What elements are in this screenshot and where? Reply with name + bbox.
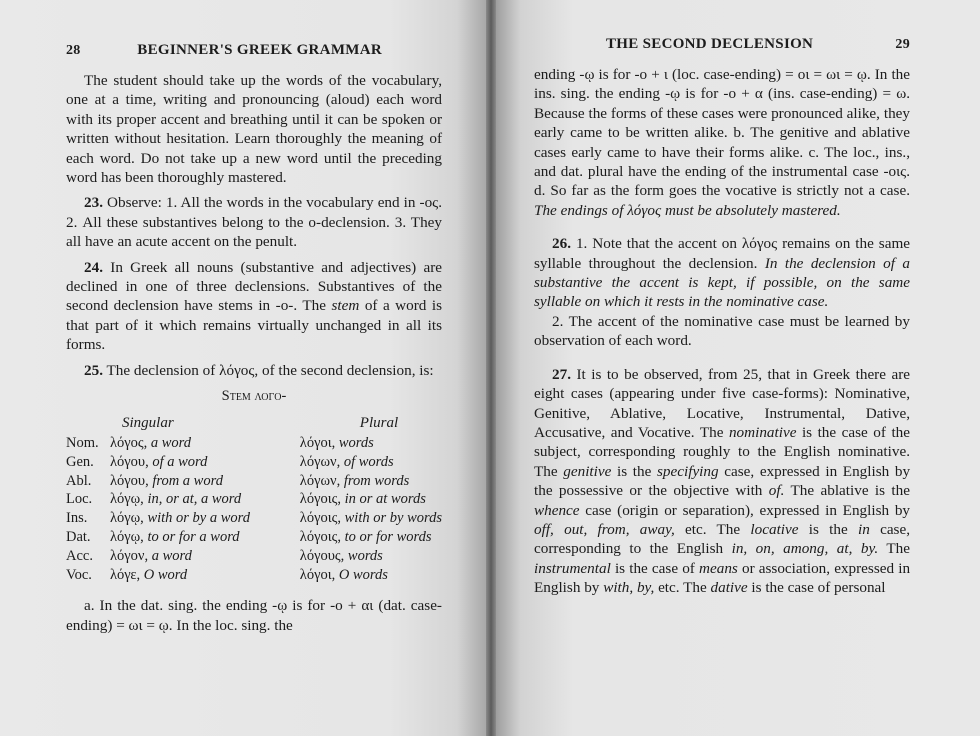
section-25-text: The declension of λόγος, of the second declension, is: [106, 361, 434, 379]
note-a: a. In the dat. sing. the ending -ῳ is for -ο + αι (dat. case-ending) = ωι = ῳ. In the loc. sing. the [66, 597, 442, 634]
declension-row [66, 566, 442, 585]
section-24-text-a: In Greek all nouns (substantive and adjectives) are declined in one of three declensions. Substantives of the second declension have stems in -o-. The [66, 258, 443, 315]
term-means: means [699, 559, 738, 577]
plural-form-gloss: words [338, 435, 374, 452]
term-instrumental: instrumental [534, 559, 611, 577]
singular-form: λόγον, [109, 547, 149, 564]
singular-form-cell [110, 566, 300, 585]
singular-form-cell [110, 509, 300, 528]
singular-form: λόγῳ, [109, 529, 144, 546]
left-page-number: 28 [66, 43, 81, 58]
singular-form-cell [110, 528, 300, 547]
plural-form: λόγοις, [299, 491, 342, 508]
term-in-on-among: in, on, among, at, by. [731, 540, 879, 558]
plural-form: λόγοις, [299, 510, 342, 527]
section-24 [66, 258, 442, 355]
term-with-by: with, by, [603, 579, 655, 597]
section-27-text: etc. The [685, 520, 741, 538]
singular-form-cell [110, 547, 300, 566]
plural-form-gloss: with or by words [344, 510, 442, 527]
term-of: of. [768, 482, 785, 500]
section-27 [534, 365, 910, 598]
singular-form: λόγου, [109, 472, 149, 489]
singular-form: λόγῳ, [109, 510, 144, 527]
right-running-head [534, 36, 910, 53]
plural-form-cell [300, 490, 442, 509]
plural-header: Plural [359, 415, 399, 432]
term-specifying: specifying [657, 462, 719, 480]
plural-form-gloss: from words [343, 472, 410, 489]
section-24-number: 24. [84, 258, 103, 276]
left-page [0, 0, 486, 736]
declension-table [66, 411, 442, 584]
plural-form-gloss: to or for words [344, 529, 432, 546]
section-27-text: The ablative is the [790, 482, 910, 500]
section-26 [534, 234, 910, 312]
plural-form-cell [300, 434, 442, 453]
case-label: Nom. [66, 435, 99, 452]
plural-form: λόγων, [299, 472, 341, 489]
term-off-out-from-away: off, out, from, away, [534, 520, 675, 538]
declension-rows [66, 434, 442, 584]
term-dative: dative [710, 579, 748, 597]
plural-form: λόγων, [299, 453, 341, 470]
section-23-text: Observe: 1. All the words in the vocabulary end in -ος. 2. All these substantives belong to the o-declension. 3. They all have an acute accent on the penult. [66, 194, 442, 251]
plural-form-gloss: of words [343, 453, 394, 470]
plural-form-cell [300, 528, 442, 547]
plural-form: λόγοι, [299, 566, 336, 583]
case-label-cell [66, 509, 110, 528]
section-27-number: 27. [552, 365, 571, 383]
left-running-title: BEGINNER'S GREEK GRAMMAR [137, 42, 382, 58]
case-label: Gen. [66, 453, 94, 470]
left-running-head [66, 42, 442, 59]
section-25 [66, 361, 442, 380]
section-27-text: The [886, 540, 910, 558]
stem-label: Stem λογο- [221, 388, 287, 405]
section-26-text: 1. Note that the accent on λόγος remains on the same syllable throughout the declension. [534, 235, 911, 272]
singular-form-gloss: with or by a word [147, 510, 251, 527]
declension-row [66, 472, 442, 491]
plural-form-gloss: O words [338, 566, 388, 583]
section-27-text: It is to be observed, from 25, that in Greek there are eight cases (appearing under five case-forms): Nominative, Genitive, Ablative, Locative, Instrumental, Dative, Accusative, and Vocative. The [534, 365, 911, 441]
plural-form-gloss: in or at words [344, 491, 426, 508]
case-label-cell [66, 472, 110, 491]
case-label: Dat. [66, 529, 91, 546]
plural-form-cell [300, 472, 442, 491]
singular-form: λόγῳ, [109, 491, 144, 508]
case-label-cell [66, 434, 110, 453]
section-27-text: case, expressed in English by the possessive or the objective with [534, 462, 911, 500]
singular-form-gloss: from a word [152, 472, 223, 489]
plural-form-gloss: words [347, 547, 383, 564]
term-whence: whence [534, 501, 580, 519]
right-page [496, 0, 980, 736]
case-label: Voc. [66, 566, 92, 583]
singular-form-cell [110, 434, 300, 453]
declension-row [66, 528, 442, 547]
singular-form: λόγος, [109, 435, 148, 452]
term-nominative: nominative [728, 423, 797, 441]
singular-form-gloss: a word [151, 547, 192, 564]
case-label-cell [66, 566, 110, 585]
note-continuation [534, 65, 910, 220]
case-label: Loc. [66, 491, 93, 508]
section-24-stem-term: stem [331, 297, 360, 315]
case-label-cell [66, 453, 110, 472]
plural-form: λόγοις, [299, 529, 342, 546]
term-locative: locative [750, 520, 799, 538]
singular-form: λόγου, [109, 453, 149, 470]
case-label: Ins. [66, 510, 88, 527]
intro-paragraph: The student should take up the words of the vocabulary, one at a time, writing and pronouncing (aloud) each word with its proper accent and breathing until it can be spoken or written without hesitation. Learn thoroughly the meaning of each word. Do not take up a new word until the preceding word has been thoroughly mastered. [66, 72, 442, 187]
plural-form: λόγοι, [299, 435, 336, 452]
singular-form-gloss: a word [150, 435, 192, 452]
term-in: in [857, 520, 870, 538]
declension-row [66, 509, 442, 528]
declension-row [66, 434, 442, 453]
section-27-text: etc. The [658, 579, 707, 597]
book-gutter [486, 0, 496, 736]
section-23 [66, 193, 442, 251]
case-label-cell [66, 490, 110, 509]
case-label-cell [66, 547, 110, 566]
singular-form-gloss: of a word [152, 453, 208, 470]
section-27-text: or association, expressed in English by [534, 559, 911, 597]
section-27-text: case (origin or separation), expressed in English by [585, 501, 911, 519]
singular-form-gloss: O word [143, 566, 188, 583]
plural-form-cell [300, 453, 442, 472]
note-continuation-text: ending -ῳ is for -ο + ι (loc. case-ending) = οι = ωι = ῳ. In the ins. sing. the ending -ῳ is for -ο + α (ins. case-ending) = ω. Because the forms of these cases were pronounced alike, they early came to be written alike. b. The genitive and ablative cases early came to have their forms alike. c. The loc., ins., and dat. plural have the ending of the instrumental case -οις. d. So far as the form goes the vocative is strictly not a case. [534, 66, 910, 200]
case-label-cell [66, 528, 110, 547]
section-27-text: is the case of the subject, corresponding roughly to the English nominative. The [534, 423, 911, 480]
section-27-text: is the case of personal [751, 579, 886, 597]
singular-form-gloss: in, or at, a word [147, 491, 242, 508]
singular-form-cell [110, 490, 300, 509]
section-27-text: case, corresponding to the English [534, 520, 911, 558]
section-27-text: is the case of [614, 559, 695, 577]
section-25-number: 25. [84, 361, 103, 379]
section-26-emphasis: In the declension of a substantive the accent is kept, if possible, on the same syllable on which it rests in the nominative case. [534, 254, 910, 311]
case-label: Acc. [66, 547, 93, 564]
case-label: Abl. [66, 472, 92, 489]
plural-form-cell [300, 509, 442, 528]
declension-row [66, 547, 442, 566]
section-23-number: 23. [84, 194, 103, 212]
plural-form-cell [300, 566, 442, 585]
singular-form-cell [110, 472, 300, 491]
section-24-text-b: of a word is that part of it which remains virtually unchanged in all its forms. [66, 297, 443, 354]
note-continuation-emphasis: The endings of λόγος must be absolutely mastered. [534, 201, 841, 219]
singular-form: λόγε, [109, 566, 141, 583]
term-genitive: genitive [563, 462, 612, 480]
section-26-item-2: 2. The accent of the nominative case must be learned by observation of each word. [534, 312, 910, 350]
plural-form: λόγους, [299, 547, 345, 564]
singular-form-gloss: to or for a word [147, 529, 240, 546]
declension-row [66, 490, 442, 509]
section-27-text: is the [617, 462, 652, 480]
section-26-number: 26. [552, 235, 571, 253]
singular-header: Singular [122, 415, 174, 432]
right-running-title: THE SECOND DECLENSION [606, 36, 814, 52]
section-27-text: is the [808, 520, 848, 538]
plural-form-cell [300, 547, 442, 566]
singular-form-cell [110, 453, 300, 472]
right-page-number: 29 [895, 37, 910, 52]
declension-row [66, 453, 442, 472]
